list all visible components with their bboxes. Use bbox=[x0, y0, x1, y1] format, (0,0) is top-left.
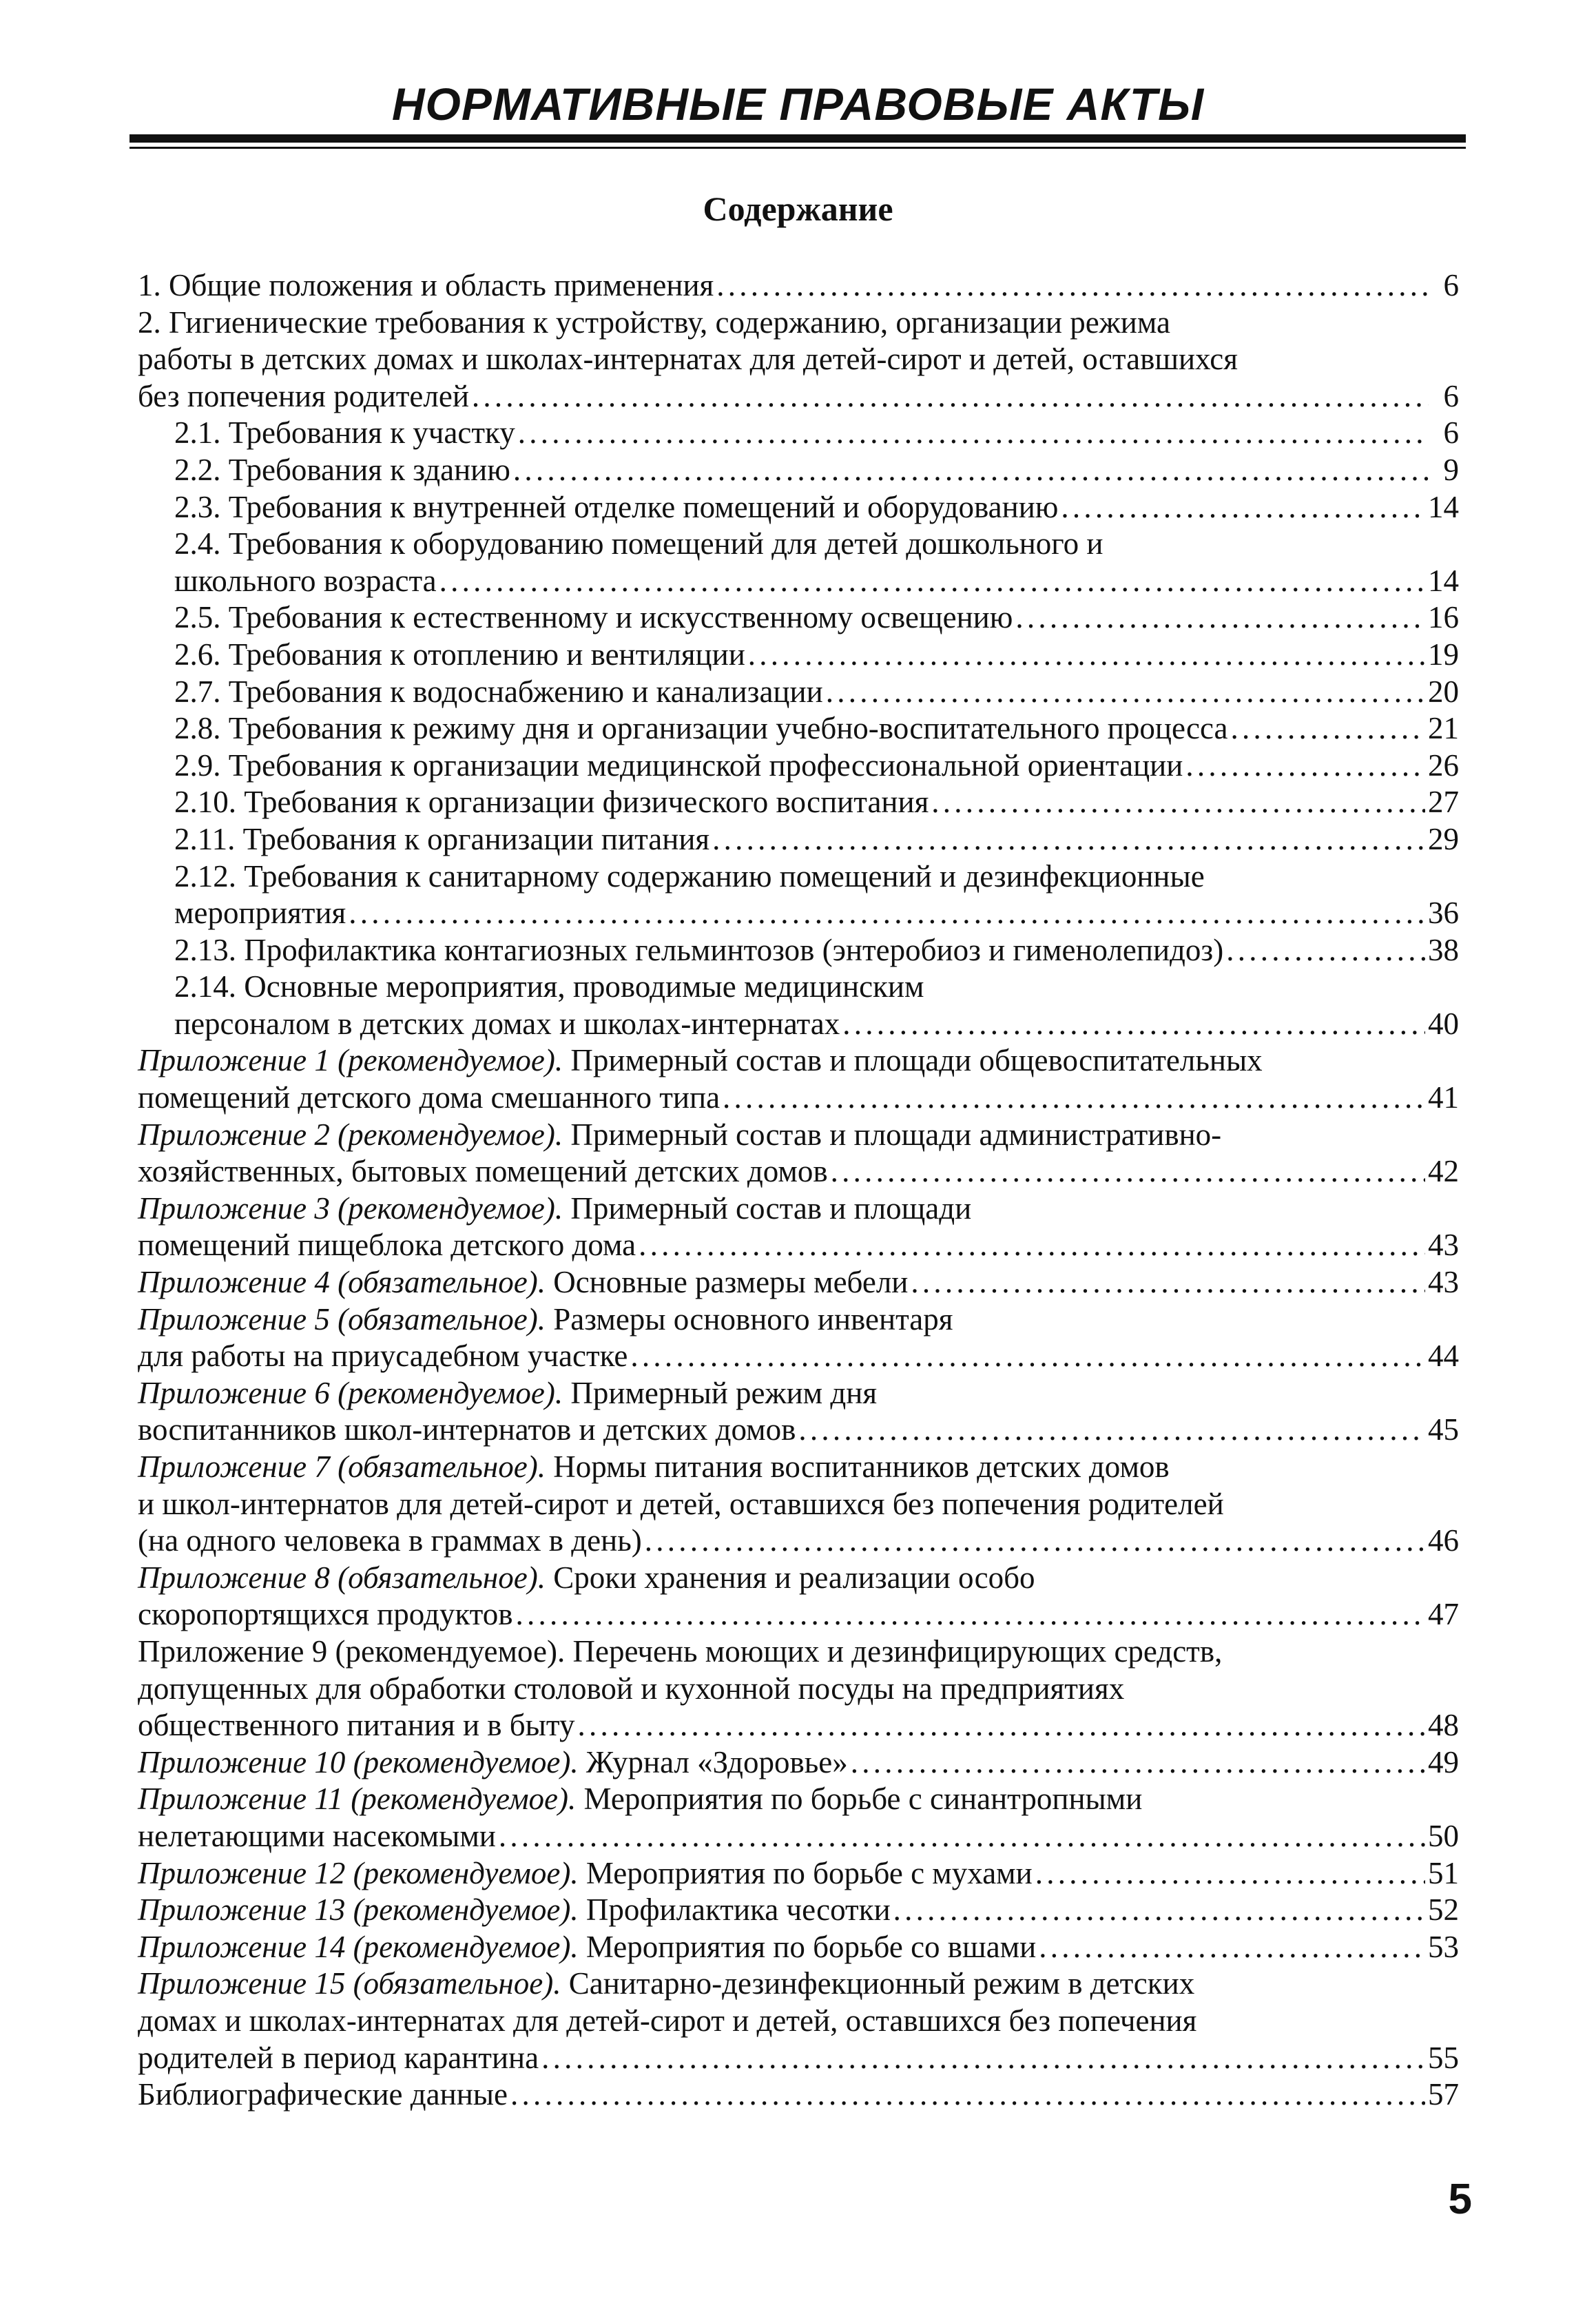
toc-line-text bbox=[174, 415, 515, 452]
toc-line bbox=[174, 747, 1459, 785]
toc-entry bbox=[138, 1560, 1459, 1633]
toc-page-number: 49 bbox=[1428, 1744, 1459, 1779]
appendix-label: Приложение 13 (рекомендуемое). bbox=[138, 1892, 579, 1928]
toc-title: Содержание bbox=[703, 189, 893, 228]
toc-line bbox=[138, 1301, 1459, 1339]
toc-line-text bbox=[174, 821, 709, 858]
toc-page-number: 57 bbox=[1428, 2077, 1459, 2112]
toc-entry bbox=[138, 1264, 1459, 1301]
toc-text: для работы на приусадебном участке bbox=[138, 1339, 628, 1374]
toc-line bbox=[138, 1153, 1459, 1190]
toc-entry bbox=[138, 1781, 1459, 1855]
toc-text: Примерный режим дня bbox=[563, 1375, 878, 1410]
toc-text: мероприятия bbox=[174, 896, 346, 931]
toc-text: 2.3. Требования к внутренней отделке помещений и оборудованию bbox=[174, 489, 1059, 524]
toc-text: 2.11. Требования к организации питания bbox=[174, 821, 710, 856]
toc-line bbox=[138, 1523, 1459, 1560]
toc-line bbox=[174, 858, 1459, 896]
toc-line-text bbox=[174, 784, 929, 821]
dot-leader bbox=[893, 1892, 1425, 1929]
appendix-label: Приложение 12 (рекомендуемое). bbox=[138, 1855, 579, 1890]
toc-text: персоналом в детских домах и школах-интернатах bbox=[174, 1006, 840, 1041]
toc-page-number: 19 bbox=[1428, 637, 1459, 672]
appendix-label: Приложение 5 (обязательное). bbox=[138, 1301, 546, 1336]
toc-line bbox=[138, 1781, 1459, 1818]
toc-line-text bbox=[138, 1376, 877, 1410]
toc-entry bbox=[174, 932, 1459, 969]
toc-line-text bbox=[138, 1080, 720, 1117]
toc-text: домах и школах-интернатах для детей-сирот и детей, оставшихся без попечения bbox=[138, 2003, 1197, 2038]
toc-text: (на одного человека в граммах в день) bbox=[138, 1523, 642, 1558]
toc-line-text bbox=[138, 1338, 628, 1375]
toc-line bbox=[138, 1965, 1459, 2003]
toc-page-number: 55 bbox=[1428, 2040, 1459, 2075]
toc-line bbox=[138, 1707, 1459, 1744]
toc-line bbox=[138, 1892, 1459, 1929]
toc-text: нелетающими насекомыми bbox=[138, 1818, 496, 1853]
toc-line bbox=[174, 526, 1459, 563]
dot-leader bbox=[1015, 599, 1425, 637]
toc-line bbox=[138, 1264, 1459, 1301]
toc-line bbox=[138, 2003, 1459, 2040]
toc-text: 2.7. Требования к водоснабжению и канализации bbox=[174, 674, 823, 709]
toc-line-text bbox=[138, 1892, 891, 1929]
toc-text: Журнал «Здоровье» bbox=[578, 1744, 848, 1779]
toc-page-number: 43 bbox=[1428, 1265, 1459, 1300]
dot-leader bbox=[831, 1153, 1425, 1190]
toc-text: Приложение 9 (рекомендуемое). Перечень моющих и дезинфицирующих средств, bbox=[138, 1633, 1223, 1669]
toc-text: Нормы питания воспитанников детских домов bbox=[545, 1449, 1170, 1484]
toc-line-text bbox=[138, 1449, 1170, 1484]
toc-line-text bbox=[138, 1560, 1035, 1595]
toc-page-number: 26 bbox=[1428, 747, 1459, 783]
toc-text: школьного возраста bbox=[174, 563, 437, 598]
toc-line bbox=[174, 452, 1459, 489]
table-of-contents bbox=[138, 267, 1459, 2114]
toc-line bbox=[138, 1818, 1459, 1855]
appendix-label: Приложение 4 (обязательное). bbox=[138, 1265, 546, 1300]
toc-line bbox=[174, 674, 1459, 711]
appendix-label: Приложение 2 (рекомендуемое). bbox=[138, 1117, 563, 1152]
toc-entry bbox=[174, 489, 1459, 526]
toc-page-number: 53 bbox=[1428, 1929, 1459, 1964]
dot-leader bbox=[518, 415, 1429, 452]
toc-line bbox=[174, 415, 1459, 452]
toc-page-number: 20 bbox=[1428, 674, 1459, 709]
toc-page-number: 27 bbox=[1428, 785, 1459, 820]
toc-line bbox=[138, 1227, 1459, 1264]
toc-text: 2.12. Требования к санитарному содержанию помещений и дезинфекционные bbox=[174, 858, 1205, 894]
toc-page-number: 44 bbox=[1428, 1339, 1459, 1374]
appendix-label: Приложение 10 (рекомендуемое). bbox=[138, 1744, 579, 1779]
dot-leader bbox=[349, 895, 1425, 932]
toc-text: помещений детского дома смешанного типа bbox=[138, 1080, 721, 1115]
appendix-label: Приложение 11 (рекомендуемое). bbox=[138, 1782, 577, 1817]
toc-line bbox=[138, 1744, 1459, 1782]
toc-entry bbox=[138, 1375, 1459, 1449]
toc-line-text bbox=[138, 1596, 512, 1633]
toc-line-text bbox=[174, 563, 437, 600]
toc-entry bbox=[174, 821, 1459, 858]
toc-text: Мероприятия по борьбе со вшами bbox=[578, 1929, 1037, 1964]
toc-text: Примерный состав и площади административно- bbox=[563, 1117, 1222, 1152]
toc-text: 2.6. Требования к отоплению и вентиляции bbox=[174, 637, 745, 672]
toc-text: 2.13. Профилактика контагиозных гельминтозов (энтеробиоз и гименолепидоз) bbox=[174, 932, 1224, 967]
appendix-label: Приложение 3 (рекомендуемое). bbox=[138, 1190, 563, 1226]
toc-line-text bbox=[138, 2003, 1196, 2038]
dot-leader bbox=[1061, 489, 1425, 526]
toc-entry bbox=[174, 969, 1459, 1042]
dot-leader bbox=[510, 2076, 1425, 2114]
toc-line-text bbox=[138, 267, 714, 305]
toc-line bbox=[174, 969, 1459, 1006]
toc-line-text bbox=[138, 2076, 508, 2114]
page-number: 5 bbox=[1448, 2176, 1472, 2223]
toc-line bbox=[174, 821, 1459, 858]
toc-line bbox=[138, 2040, 1459, 2077]
dot-leader bbox=[515, 1596, 1425, 1633]
toc-line bbox=[174, 932, 1459, 969]
toc-text: воспитанников школ-интернатов и детских домов bbox=[138, 1412, 796, 1447]
dot-leader bbox=[439, 563, 1425, 600]
toc-line-text bbox=[138, 1523, 642, 1560]
dot-leader bbox=[499, 1818, 1425, 1855]
appendix-label: Приложение 1 (рекомендуемое). bbox=[138, 1043, 563, 1078]
toc-line bbox=[138, 1596, 1459, 1633]
toc-entry bbox=[138, 1117, 1459, 1190]
toc-text: Основные размеры мебели bbox=[545, 1265, 909, 1300]
toc-line-text bbox=[138, 1227, 636, 1264]
dot-leader bbox=[931, 784, 1425, 821]
toc-entry bbox=[174, 674, 1459, 711]
toc-text: Профилактика чесотки bbox=[578, 1892, 891, 1928]
toc-page-number: 50 bbox=[1428, 1818, 1459, 1853]
header-rule-thin bbox=[129, 147, 1466, 149]
toc-line-text bbox=[138, 1191, 971, 1226]
toc-text: Размеры основного инвентаря bbox=[545, 1301, 953, 1336]
toc-line-text bbox=[174, 489, 1058, 526]
toc-entry bbox=[174, 526, 1459, 599]
dot-leader bbox=[645, 1523, 1425, 1560]
toc-line-text bbox=[138, 1782, 1142, 1816]
dot-leader bbox=[1035, 1855, 1425, 1892]
toc-line bbox=[138, 1375, 1459, 1412]
dot-leader bbox=[577, 1707, 1425, 1744]
toc-line-text bbox=[174, 1006, 840, 1043]
toc-entry bbox=[174, 452, 1459, 489]
toc-entry bbox=[174, 637, 1459, 674]
toc-line bbox=[138, 1412, 1459, 1449]
dot-leader bbox=[748, 637, 1425, 674]
toc-page-number: 29 bbox=[1428, 821, 1459, 856]
toc-line-text bbox=[138, 1707, 574, 1744]
toc-line-text bbox=[174, 452, 510, 489]
toc-line bbox=[138, 1671, 1459, 1708]
toc-text: Мероприятия по борьбе с мухами bbox=[578, 1855, 1033, 1890]
running-header: НОРМАТИВНЫЕ ПРАВОВЫЕ АКТЫ bbox=[391, 79, 1205, 130]
toc-line bbox=[138, 378, 1459, 415]
toc-entry bbox=[138, 1929, 1459, 1966]
toc-entry bbox=[138, 1449, 1459, 1560]
toc-line bbox=[174, 637, 1459, 674]
toc-line-text bbox=[174, 637, 745, 674]
toc-line-text bbox=[174, 599, 1013, 637]
toc-line-text bbox=[138, 2040, 539, 2077]
toc-text: Примерный состав и площади общевоспитательных bbox=[563, 1043, 1263, 1078]
toc-line bbox=[138, 2076, 1459, 2114]
toc-page-number: 6 bbox=[1443, 268, 1459, 302]
toc-line bbox=[174, 563, 1459, 600]
toc-line bbox=[174, 710, 1459, 747]
toc-line-text bbox=[174, 710, 1228, 747]
dot-leader bbox=[842, 1006, 1425, 1043]
toc-page-number: 38 bbox=[1428, 932, 1459, 967]
toc-line-text bbox=[174, 674, 823, 711]
toc-entry bbox=[174, 415, 1459, 452]
toc-text: 2.5. Требования к естественному и искусственному освещению bbox=[174, 600, 1013, 635]
toc-line-text bbox=[174, 747, 1183, 785]
toc-text: работы в детских домах и школах-интернатах для детей-сирот и детей, оставшихся bbox=[138, 342, 1238, 377]
toc-text: хозяйственных, бытовых помещений детских домов bbox=[138, 1154, 828, 1189]
toc-entry bbox=[174, 747, 1459, 785]
dot-leader bbox=[541, 2040, 1425, 2077]
toc-page-number: 45 bbox=[1428, 1412, 1459, 1447]
dot-leader bbox=[1185, 747, 1425, 785]
toc-line bbox=[174, 784, 1459, 821]
toc-line-text bbox=[174, 932, 1223, 969]
toc-text: Библиографические данные bbox=[138, 2077, 508, 2112]
toc-line bbox=[138, 1560, 1459, 1597]
toc-line-text bbox=[138, 1634, 1222, 1669]
toc-line-text bbox=[138, 1302, 953, 1336]
toc-line bbox=[138, 1117, 1459, 1154]
toc-line bbox=[138, 1080, 1459, 1117]
toc-page-number: 9 bbox=[1443, 452, 1459, 487]
toc-entry bbox=[138, 1042, 1459, 1116]
toc-page-number: 40 bbox=[1428, 1006, 1459, 1041]
toc-text: без попечения родителей bbox=[138, 378, 469, 413]
toc-line bbox=[174, 1006, 1459, 1043]
toc-line-text bbox=[138, 1929, 1036, 1966]
dot-leader bbox=[639, 1227, 1425, 1264]
toc-line bbox=[174, 599, 1459, 637]
dot-leader bbox=[716, 267, 1429, 305]
toc-line-text bbox=[138, 1818, 496, 1855]
toc-text: 2.2. Требования к зданию bbox=[174, 452, 510, 487]
toc-page-number: 16 bbox=[1428, 600, 1459, 635]
toc-line-text bbox=[138, 305, 1170, 340]
toc-text: Санитарно-дезинфекционный режим в детских bbox=[561, 1966, 1195, 2001]
toc-entry bbox=[174, 784, 1459, 821]
toc-text: 2. Гигиенические требования к устройству, содержанию, организации режима bbox=[138, 305, 1170, 340]
toc-page-number: 48 bbox=[1428, 1708, 1459, 1743]
dot-leader bbox=[712, 821, 1425, 858]
toc-page-number: 14 bbox=[1428, 563, 1459, 598]
toc-text: Сроки хранения и реализации особо bbox=[545, 1560, 1035, 1595]
toc-line-text bbox=[174, 895, 346, 932]
toc-line-text bbox=[138, 1153, 828, 1190]
toc-line-text bbox=[138, 1117, 1221, 1152]
toc-entry bbox=[138, 1965, 1459, 2076]
toc-text: помещений пищеблока детского дома bbox=[138, 1228, 636, 1263]
toc-text: 2.4. Требования к оборудованию помещений для детей дошкольного и bbox=[174, 526, 1103, 561]
toc-text: Примерный состав и площади bbox=[563, 1190, 972, 1226]
toc-entry bbox=[138, 1190, 1459, 1264]
toc-text: скоропортящихся продуктов bbox=[138, 1597, 513, 1632]
toc-line-text bbox=[138, 1043, 1263, 1077]
header-rule-thick bbox=[129, 134, 1466, 143]
toc-line-text bbox=[174, 969, 924, 1004]
toc-line bbox=[138, 1486, 1459, 1523]
toc-page-number: 42 bbox=[1428, 1154, 1459, 1189]
toc-page-number: 41 bbox=[1428, 1080, 1459, 1115]
toc-line bbox=[138, 1929, 1459, 1966]
toc-line-text bbox=[138, 1966, 1194, 2001]
appendix-label: Приложение 7 (обязательное). bbox=[138, 1449, 546, 1484]
toc-line bbox=[138, 1633, 1459, 1671]
toc-text: 2.1. Требования к участку bbox=[174, 415, 515, 451]
toc-page-number: 36 bbox=[1428, 896, 1459, 931]
dot-leader bbox=[630, 1338, 1425, 1375]
toc-text: 2.10. Требования к организации физического воспитания bbox=[174, 785, 929, 820]
toc-page-number: 6 bbox=[1443, 415, 1459, 451]
toc-line-text bbox=[174, 526, 1103, 561]
dot-leader bbox=[1231, 710, 1425, 747]
toc-page-number: 21 bbox=[1428, 711, 1459, 746]
toc-entry bbox=[138, 1633, 1459, 1744]
toc-line-text bbox=[138, 342, 1238, 376]
appendix-label: Приложение 8 (обязательное). bbox=[138, 1560, 546, 1595]
toc-text: 1. Общие положения и область применения bbox=[138, 268, 714, 302]
dot-leader bbox=[826, 674, 1425, 711]
appendix-label: Приложение 14 (рекомендуемое). bbox=[138, 1929, 579, 1964]
dot-leader bbox=[911, 1264, 1425, 1301]
toc-entry bbox=[138, 1892, 1459, 1929]
toc-entry bbox=[138, 1855, 1459, 1892]
toc-text: допущенных для обработки столовой и кухонной посуды на предприятиях bbox=[138, 1671, 1125, 1706]
toc-text: Мероприятия по борьбе с синантропными bbox=[576, 1782, 1143, 1817]
toc-page-number: 52 bbox=[1428, 1892, 1459, 1928]
toc-entry bbox=[138, 1301, 1459, 1375]
toc-entry bbox=[138, 267, 1459, 305]
toc-entry bbox=[138, 305, 1459, 415]
toc-line-text bbox=[138, 1855, 1033, 1892]
toc-line bbox=[138, 1042, 1459, 1080]
dot-leader bbox=[472, 378, 1429, 415]
toc-text: 2.9. Требования к организации медицинской профессиональной ориентации bbox=[174, 747, 1183, 783]
toc-entry bbox=[174, 858, 1459, 932]
toc-page-number: 46 bbox=[1428, 1523, 1459, 1558]
toc-line-text bbox=[138, 1487, 1224, 1521]
toc-line-text bbox=[138, 1412, 796, 1449]
toc-text: 2.8. Требования к режиму дня и организации учебно-воспитательного процесса bbox=[174, 711, 1228, 746]
toc-line-text bbox=[174, 859, 1205, 894]
toc-line bbox=[138, 1338, 1459, 1375]
toc-line bbox=[138, 1855, 1459, 1892]
toc-line bbox=[138, 267, 1459, 305]
toc-line bbox=[174, 895, 1459, 932]
toc-page-number: 47 bbox=[1428, 1597, 1459, 1632]
dot-leader bbox=[723, 1080, 1425, 1117]
toc-line bbox=[138, 341, 1459, 378]
toc-entry bbox=[138, 2076, 1459, 2114]
toc-text: 2.14. Основные мероприятия, проводимые медицинским bbox=[174, 969, 924, 1004]
dot-leader bbox=[798, 1412, 1425, 1449]
dot-leader bbox=[1226, 932, 1425, 969]
toc-page-number: 51 bbox=[1428, 1855, 1459, 1890]
toc-line-text bbox=[138, 1744, 848, 1782]
toc-line-text bbox=[138, 1671, 1124, 1706]
dot-leader bbox=[851, 1744, 1425, 1782]
toc-line-text bbox=[138, 1264, 908, 1301]
toc-line bbox=[138, 305, 1459, 342]
toc-line bbox=[138, 1190, 1459, 1228]
toc-text: и школ-интернатов для детей-сирот и детей, оставшихся без попечения родителей bbox=[138, 1486, 1224, 1521]
toc-line bbox=[174, 489, 1459, 526]
dot-leader bbox=[1039, 1929, 1425, 1966]
toc-text: родителей в период карантина bbox=[138, 2040, 539, 2075]
toc-page-number: 43 bbox=[1428, 1228, 1459, 1263]
toc-entry bbox=[138, 1744, 1459, 1782]
appendix-label: Приложение 6 (рекомендуемое). bbox=[138, 1375, 563, 1410]
toc-entry bbox=[174, 710, 1459, 747]
toc-line-text bbox=[138, 378, 469, 415]
toc-entry bbox=[174, 599, 1459, 637]
dot-leader bbox=[513, 452, 1429, 489]
toc-text: общественного питания и в быту bbox=[138, 1708, 575, 1743]
toc-page-number: 6 bbox=[1443, 378, 1459, 413]
toc-page-number: 14 bbox=[1428, 489, 1459, 524]
toc-line bbox=[138, 1449, 1459, 1486]
appendix-label: Приложение 15 (обязательное). bbox=[138, 1966, 561, 2001]
